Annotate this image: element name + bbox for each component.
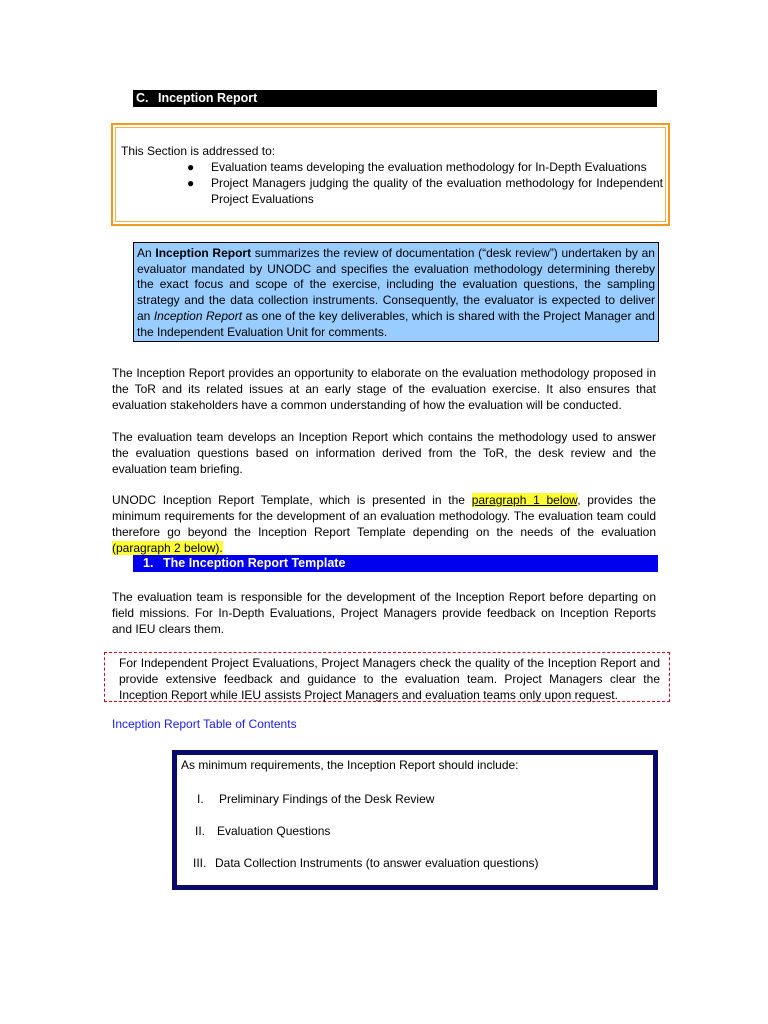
audience-list [187,159,663,207]
section-title: Inception Report [158,91,258,105]
audience-item: ● Project Managers judging the quality of the evaluation methodology for Independent Project Evaluations [187,176,663,206]
paragraph-development: The evaluation team develops an Inception Report which contains the methodology used to answer the evaluation questions based on information derived from the ToR, the desk review and the evaluation team briefing. [112,430,656,476]
template-section-header [133,555,658,572]
toc-link[interactable]: Inception Report Table of Contents [112,717,297,731]
definition-term-italic: Inception Report [153,308,243,323]
definition-box: An Inception Report summarizes the review of documentation (“desk review”) undertaken by an evaluator mandated by UNODC and specifies the evaluation methodology determining thereby the exact focus and scope of the exercise, including the evaluation questions, the sampling strategy and the data collection instruments. Consequently, the evaluator is expected to deliver an Inception Report as one of the key deliverables, which is shared with the Project Manager and the Independent Evaluation Unit for comments. [133,242,659,342]
requirements-intro: As minimum requirements, the Inception Report should include: [181,758,519,772]
requirements-item: I. Preliminary Findings of the Desk Review [197,792,435,806]
paragraph-purpose: The Inception Report provides an opportunity to elaborate on the evaluation methodology proposed in the ToR and its related issues at an early stage of the evaluation exercise. It also ensures that evaluation stakeholders have a common understanding of how the evaluation will be conducted. [112,366,656,412]
template-section-number: 1. [143,556,154,570]
audience-box [111,123,670,226]
section-number: C. [136,91,149,105]
requirements-item: II. Evaluation Questions [195,824,331,838]
requirements-box [172,750,658,890]
audience-intro: This Section is addressed to: [121,144,276,158]
paragraph-1-link[interactable]: paragraph 1 below [471,493,578,507]
paragraph-responsibility: The evaluation team is responsible for the development of the Inception Report before departing on field missions. For In-Depth Evaluations, Project Managers provide feedback on Inception Reports and IEU clears them. [112,590,656,636]
bullet-icon: ● [187,160,195,174]
definition-term: Inception Report [155,246,252,260]
bullet-icon: ● [187,176,195,190]
paragraph-2-highlight: (paragraph 2 below). [112,541,223,555]
requirements-item: III. Data Collection Instruments (to answer evaluation questions) [193,856,539,870]
note-box: For Independent Project Evaluations, Project Managers check the quality of the Inception Report and provide extensive feedback and guidance to the evaluation team. Project Managers clear the Inception Report while IEU assists Project Managers and evaluation teams only upon request. [104,652,670,702]
template-section-title: The Inception Report Template [163,556,346,570]
section-header [133,90,657,107]
audience-item: ● Evaluation teams developing the evaluation methodology for In-Depth Evaluations [187,160,647,174]
paragraph-template: UNODC Inception Report Template, which is presented in the paragraph 1 below, provides the minimum requirements for the development of an evaluation methodology. The evaluation team could therefore go beyond the Inception Report Template depending on the needs of the evaluation (paragraph 2 below). [112,493,656,555]
